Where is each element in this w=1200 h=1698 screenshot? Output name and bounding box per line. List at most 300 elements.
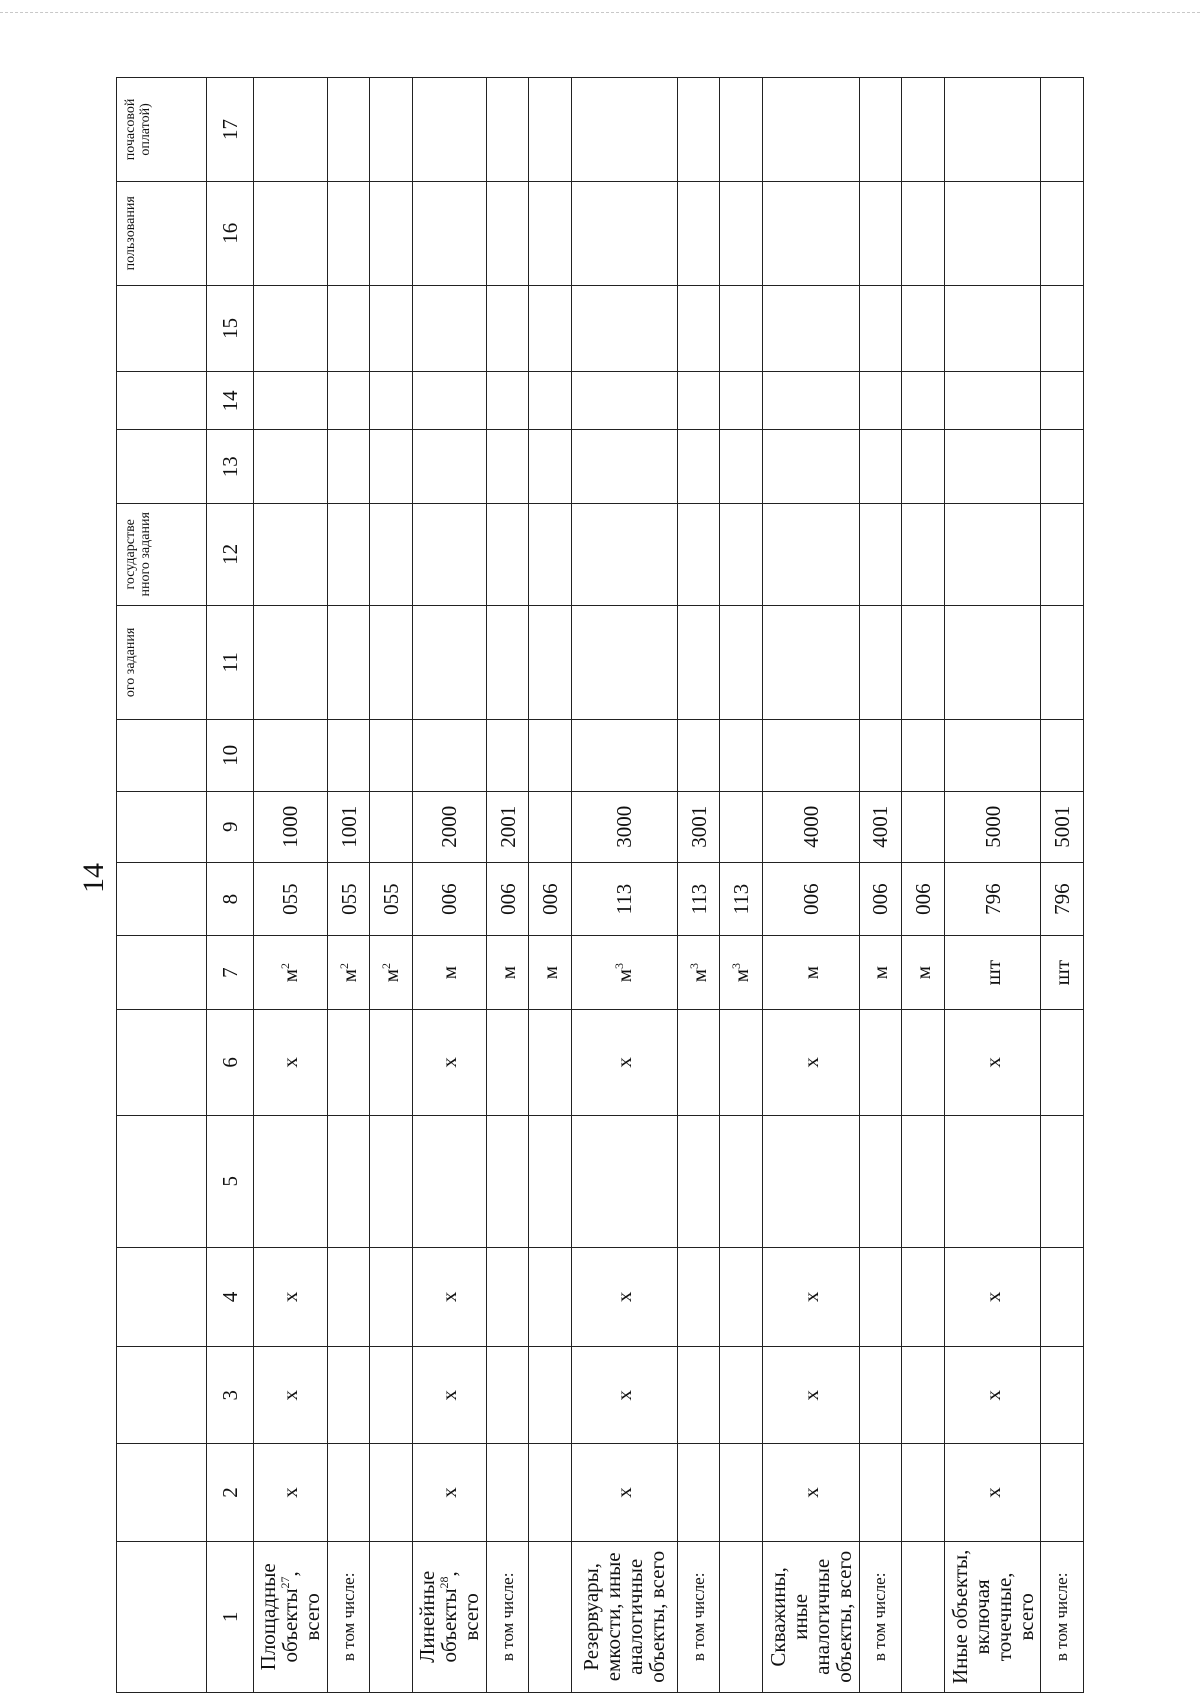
okei-code-cell: 006 [762,862,859,936]
column-number-15: 15 [207,285,254,371]
okei-code-cell: 113 [677,862,720,936]
empty-cell-col-14 [902,372,945,430]
empty-cell-col-16 [1041,181,1084,285]
cross-cell-col-4 [1041,1247,1084,1346]
okei-code-cell: 055 [254,862,328,936]
cross-cell-col-6: x [762,1009,859,1115]
empty-cell-col-10 [1041,720,1084,791]
empty-cell-col-14 [327,372,370,430]
empty-cell-col-16 [327,181,370,285]
line-code-cell: 4001 [859,791,902,862]
table-row [412,78,486,1693]
empty-cell-col-17 [412,78,486,182]
cross-cell-col-4 [859,1247,902,1346]
okei-code-cell: 055 [370,862,413,936]
row-name: в том числе: [870,1572,890,1662]
empty-cell-col-11 [902,605,945,720]
unit-cell [486,936,529,1010]
empty-cell-col-13 [720,430,763,504]
line-code-cell [902,791,945,862]
rotated-table-container [116,77,1084,1693]
table-row [902,78,945,1693]
line-code-cell: 5000 [944,791,1041,862]
cross-cell-col-2 [720,1444,763,1541]
empty-cell-col-15 [677,285,720,371]
table-row [370,78,413,1693]
line-code-cell: 4000 [762,791,859,862]
empty-cell-col-13 [486,430,529,504]
empty-cell-col-10 [944,720,1041,791]
empty-cell-col-5 [902,1115,945,1247]
row-name-cell [486,1541,529,1692]
empty-cell-col-11 [859,605,902,720]
empty-cell-col-14 [370,372,413,430]
row-name: Иные объекты, включая точечные, всего [947,1549,1038,1685]
table-row [254,78,328,1693]
empty-cell-col-16 [677,181,720,285]
row-name-cell [859,1541,902,1692]
row-name: в том числе: [688,1572,708,1662]
line-code-cell [370,791,413,862]
empty-cell-col-17 [944,78,1041,182]
row-name: в том числе: [497,1572,517,1662]
row-name-cell [254,1541,328,1692]
okei-code-cell: 006 [486,862,529,936]
okei-code-cell: 113 [571,862,677,936]
column-number-8: 8 [207,862,254,936]
column-number-4: 4 [207,1247,254,1346]
empty-cell-col-10 [720,720,763,791]
unit: м [278,968,303,983]
cross-cell-col-2 [1041,1444,1084,1541]
table-row [677,78,720,1693]
header-cell-7 [117,936,207,1010]
cross-cell-col-6 [902,1009,945,1115]
empty-cell-col-11 [529,605,572,720]
empty-cell-col-10 [571,720,677,791]
empty-cell-col-12 [327,504,370,606]
unit: м [868,965,893,980]
empty-cell-col-5 [762,1115,859,1247]
empty-cell-col-5 [327,1115,370,1247]
empty-cell-col-15 [370,285,413,371]
cross-cell-col-4 [720,1247,763,1346]
empty-cell-col-13 [370,430,413,504]
header-cell-4 [117,1247,207,1346]
empty-cell-col-5 [677,1115,720,1247]
empty-cell-col-13 [762,430,859,504]
cross-cell-col-2: x [762,1444,859,1541]
row-name-cell [1041,1541,1084,1692]
empty-cell-col-10 [677,720,720,791]
empty-cell-col-10 [486,720,529,791]
column-number-3: 3 [207,1347,254,1444]
cross-cell-col-2 [370,1444,413,1541]
empty-cell-col-10 [327,720,370,791]
okei-code-cell: 006 [412,862,486,936]
cross-cell-col-4 [486,1247,529,1346]
empty-cell-col-14 [762,372,859,430]
empty-cell-col-10 [859,720,902,791]
footnote-ref: 27 [278,1576,293,1589]
row-name-cell [571,1541,677,1692]
cross-cell-col-3 [486,1347,529,1444]
cross-cell-col-6: x [254,1009,328,1115]
empty-cell-col-17 [1041,78,1084,182]
row-name: Резервуары, емкости, иные аналогичные объекты, всего [579,1550,670,1683]
unit: шт [980,959,1005,986]
empty-cell-col-11 [486,605,529,720]
empty-cell-col-12 [254,504,328,606]
line-code-cell: 1001 [327,791,370,862]
empty-cell-col-15 [529,285,572,371]
empty-cell-col-12 [486,504,529,606]
footnote-ref: 28 [437,1576,452,1589]
table-row [859,78,902,1693]
empty-cell-col-11 [254,605,328,720]
empty-cell-col-17 [254,78,328,182]
header-cell-12: государстве нного задания [117,504,207,606]
cross-cell-col-4 [529,1247,572,1346]
empty-cell-col-14 [529,372,572,430]
row-name-cell [720,1541,763,1692]
empty-cell-col-12 [677,504,720,606]
column-number-12: 12 [207,504,254,606]
table-row [944,78,1041,1693]
empty-cell-col-15 [859,285,902,371]
cross-cell-col-4: x [944,1247,1041,1346]
table-row [571,78,677,1693]
okei-code-cell: 113 [720,862,763,936]
cross-cell-col-6 [486,1009,529,1115]
empty-cell-col-15 [412,285,486,371]
empty-cell-col-11 [327,605,370,720]
empty-cell-col-14 [486,372,529,430]
cross-cell-col-3 [859,1347,902,1444]
empty-cell-col-17 [902,78,945,182]
header-row [117,78,207,1693]
okei-code-cell: 796 [944,862,1041,936]
empty-cell-col-17 [677,78,720,182]
empty-cell-col-5 [254,1115,328,1247]
header-cell-2 [117,1444,207,1541]
empty-cell-col-14 [720,372,763,430]
okei-code-cell: 055 [327,862,370,936]
empty-cell-col-10 [902,720,945,791]
scan-edge-line [0,12,1200,13]
line-code-cell: 3001 [677,791,720,862]
cross-cell-col-6 [720,1009,763,1115]
empty-cell-col-12 [529,504,572,606]
cross-cell-col-4: x [571,1247,677,1346]
empty-cell-col-12 [1041,504,1084,606]
unit-cell [859,936,902,1010]
empty-cell-col-17 [327,78,370,182]
empty-cell-col-10 [370,720,413,791]
header-cell-17: почасовой оплатой) [117,78,207,182]
cross-cell-col-6 [677,1009,720,1115]
row-name: Площадные объекты [256,1563,303,1671]
column-number-13: 13 [207,430,254,504]
column-number-17: 17 [207,78,254,182]
empty-cell-col-15 [571,285,677,371]
empty-cell-col-10 [254,720,328,791]
cross-cell-col-6 [370,1009,413,1115]
okei-code-cell: 006 [902,862,945,936]
empty-cell-col-17 [720,78,763,182]
empty-cell-col-11 [412,605,486,720]
unit-cell [677,936,720,1010]
empty-cell-col-15 [1041,285,1084,371]
column-number-row [207,78,254,1693]
unit-power: 3 [612,962,627,969]
empty-cell-col-12 [859,504,902,606]
cross-cell-col-6: x [412,1009,486,1115]
row-name-cell [677,1541,720,1692]
unit-cell [327,936,370,1010]
header-cell-1 [117,1541,207,1692]
empty-cell-col-12 [902,504,945,606]
cross-cell-col-3 [529,1347,572,1444]
empty-cell-col-17 [571,78,677,182]
empty-cell-col-17 [370,78,413,182]
row-name: Линейные объекты [415,1570,462,1663]
empty-cell-col-16 [529,181,572,285]
page-number: 14 [77,863,110,893]
cross-cell-col-2 [859,1444,902,1541]
empty-cell-col-15 [720,285,763,371]
empty-cell-col-14 [1041,372,1084,430]
empty-cell-col-10 [412,720,486,791]
cross-cell-col-4: x [254,1247,328,1346]
table-row [762,78,859,1693]
cross-cell-col-3: x [412,1347,486,1444]
empty-cell-col-16 [254,181,328,285]
cross-cell-col-3: x [254,1347,328,1444]
empty-cell-col-13 [412,430,486,504]
unit-cell [370,936,413,1010]
table-row [720,78,763,1693]
empty-cell-col-16 [370,181,413,285]
header-cell-13 [117,430,207,504]
empty-cell-col-12 [412,504,486,606]
unit: м [798,965,823,980]
unit-power: 3 [729,962,744,969]
cross-cell-col-3: x [762,1347,859,1444]
empty-cell-col-13 [254,430,328,504]
unit: м [729,968,754,983]
unit: м [379,968,404,983]
unit-cell [720,936,763,1010]
empty-cell-col-13 [902,430,945,504]
empty-cell-col-13 [1041,430,1084,504]
cross-cell-col-2: x [571,1444,677,1541]
unit-cell [254,936,328,1010]
unit: м [538,965,563,980]
cross-cell-col-4: x [412,1247,486,1346]
table-row [1041,78,1084,1693]
okei-code-cell: 006 [529,862,572,936]
header-cell-16: пользования [117,181,207,285]
row-name-suffix: , всего [278,1571,325,1641]
unit: м [336,968,361,983]
empty-cell-col-14 [412,372,486,430]
cross-cell-col-2: x [944,1444,1041,1541]
empty-cell-col-15 [762,285,859,371]
empty-cell-col-15 [486,285,529,371]
header-cell-8 [117,862,207,936]
cross-cell-col-2 [327,1444,370,1541]
cross-cell-col-3 [902,1347,945,1444]
empty-cell-col-5 [529,1115,572,1247]
row-name-cell [902,1541,945,1692]
header-cell-14 [117,372,207,430]
empty-cell-col-5 [370,1115,413,1247]
table-row [529,78,572,1693]
empty-cell-col-5 [944,1115,1041,1247]
empty-cell-col-15 [327,285,370,371]
line-code-cell [720,791,763,862]
row-name-cell [327,1541,370,1692]
header-cell-15 [117,285,207,371]
cross-cell-col-3: x [571,1347,677,1444]
empty-cell-col-13 [571,430,677,504]
unit: м [495,965,520,980]
column-number-6: 6 [207,1009,254,1115]
line-code-cell: 2001 [486,791,529,862]
empty-cell-col-11 [677,605,720,720]
line-code-cell: 5001 [1041,791,1084,862]
column-number-1: 1 [207,1541,254,1692]
cross-cell-col-2: x [412,1444,486,1541]
row-name-cell [944,1541,1041,1692]
unit-power: 2 [379,962,394,969]
line-code-cell: 2000 [412,791,486,862]
cross-cell-col-2 [486,1444,529,1541]
cross-cell-col-4 [902,1247,945,1346]
empty-cell-col-16 [412,181,486,285]
cross-cell-col-3: x [944,1347,1041,1444]
line-code-cell: 1000 [254,791,328,862]
empty-cell-col-16 [762,181,859,285]
line-code-cell [529,791,572,862]
header-cell-11: ого задания [117,605,207,720]
cross-cell-col-6: x [571,1009,677,1115]
header-cell-6 [117,1009,207,1115]
report-table [116,77,1084,1693]
unit-cell [762,936,859,1010]
cross-cell-col-6 [859,1009,902,1115]
table-row [486,78,529,1693]
column-number-10: 10 [207,720,254,791]
empty-cell-col-14 [944,372,1041,430]
unit: м [437,965,462,980]
cross-cell-col-2 [902,1444,945,1541]
unit-cell [1041,936,1084,1010]
empty-cell-col-11 [571,605,677,720]
empty-cell-col-13 [677,430,720,504]
column-number-16: 16 [207,181,254,285]
empty-cell-col-13 [529,430,572,504]
cross-cell-col-4 [370,1247,413,1346]
empty-cell-col-12 [571,504,677,606]
empty-cell-col-14 [859,372,902,430]
empty-cell-col-13 [859,430,902,504]
empty-cell-col-11 [720,605,763,720]
cross-cell-col-4 [677,1247,720,1346]
empty-cell-col-16 [944,181,1041,285]
unit: шт [1050,959,1075,986]
unit-cell [571,936,677,1010]
empty-cell-col-16 [486,181,529,285]
unit-cell [412,936,486,1010]
unit-cell [529,936,572,1010]
row-name-cell [762,1541,859,1692]
header-cell-3 [117,1347,207,1444]
cross-cell-col-6 [327,1009,370,1115]
header-cell-5 [117,1115,207,1247]
row-name: в том числе: [1052,1572,1072,1662]
column-number-5: 5 [207,1115,254,1247]
empty-cell-col-5 [1041,1115,1084,1247]
header-cell-9 [117,791,207,862]
header-cell-10 [117,720,207,791]
cross-cell-col-3 [370,1347,413,1444]
row-name: в том числе: [338,1572,358,1662]
cross-cell-col-6: x [944,1009,1041,1115]
empty-cell-col-11 [944,605,1041,720]
cross-cell-col-6 [1041,1009,1084,1115]
empty-cell-col-16 [720,181,763,285]
row-name: Скважины, иные аналогичные объекты, всего [765,1550,856,1683]
cross-cell-col-2 [677,1444,720,1541]
empty-cell-col-17 [529,78,572,182]
empty-cell-col-11 [1041,605,1084,720]
empty-cell-col-15 [254,285,328,371]
empty-cell-col-12 [762,504,859,606]
empty-cell-col-5 [486,1115,529,1247]
unit: м [910,965,935,980]
cross-cell-col-2: x [254,1444,328,1541]
row-name-cell [412,1541,486,1692]
empty-cell-col-16 [571,181,677,285]
empty-cell-col-10 [529,720,572,791]
table-row [327,78,370,1693]
cross-cell-col-4 [327,1247,370,1346]
empty-cell-col-10 [762,720,859,791]
empty-cell-col-11 [370,605,413,720]
empty-cell-col-13 [327,430,370,504]
unit-cell [944,936,1041,1010]
unit: м [612,968,637,983]
row-name-cell [370,1541,413,1692]
empty-cell-col-14 [254,372,328,430]
empty-cell-col-12 [720,504,763,606]
empty-cell-col-5 [412,1115,486,1247]
empty-cell-col-17 [486,78,529,182]
empty-cell-col-16 [859,181,902,285]
column-number-14: 14 [207,372,254,430]
empty-cell-col-15 [902,285,945,371]
okei-code-cell: 006 [859,862,902,936]
cross-cell-col-3 [720,1347,763,1444]
empty-cell-col-12 [370,504,413,606]
empty-cell-col-5 [571,1115,677,1247]
empty-cell-col-17 [859,78,902,182]
empty-cell-col-14 [571,372,677,430]
empty-cell-col-13 [944,430,1041,504]
column-number-11: 11 [207,605,254,720]
